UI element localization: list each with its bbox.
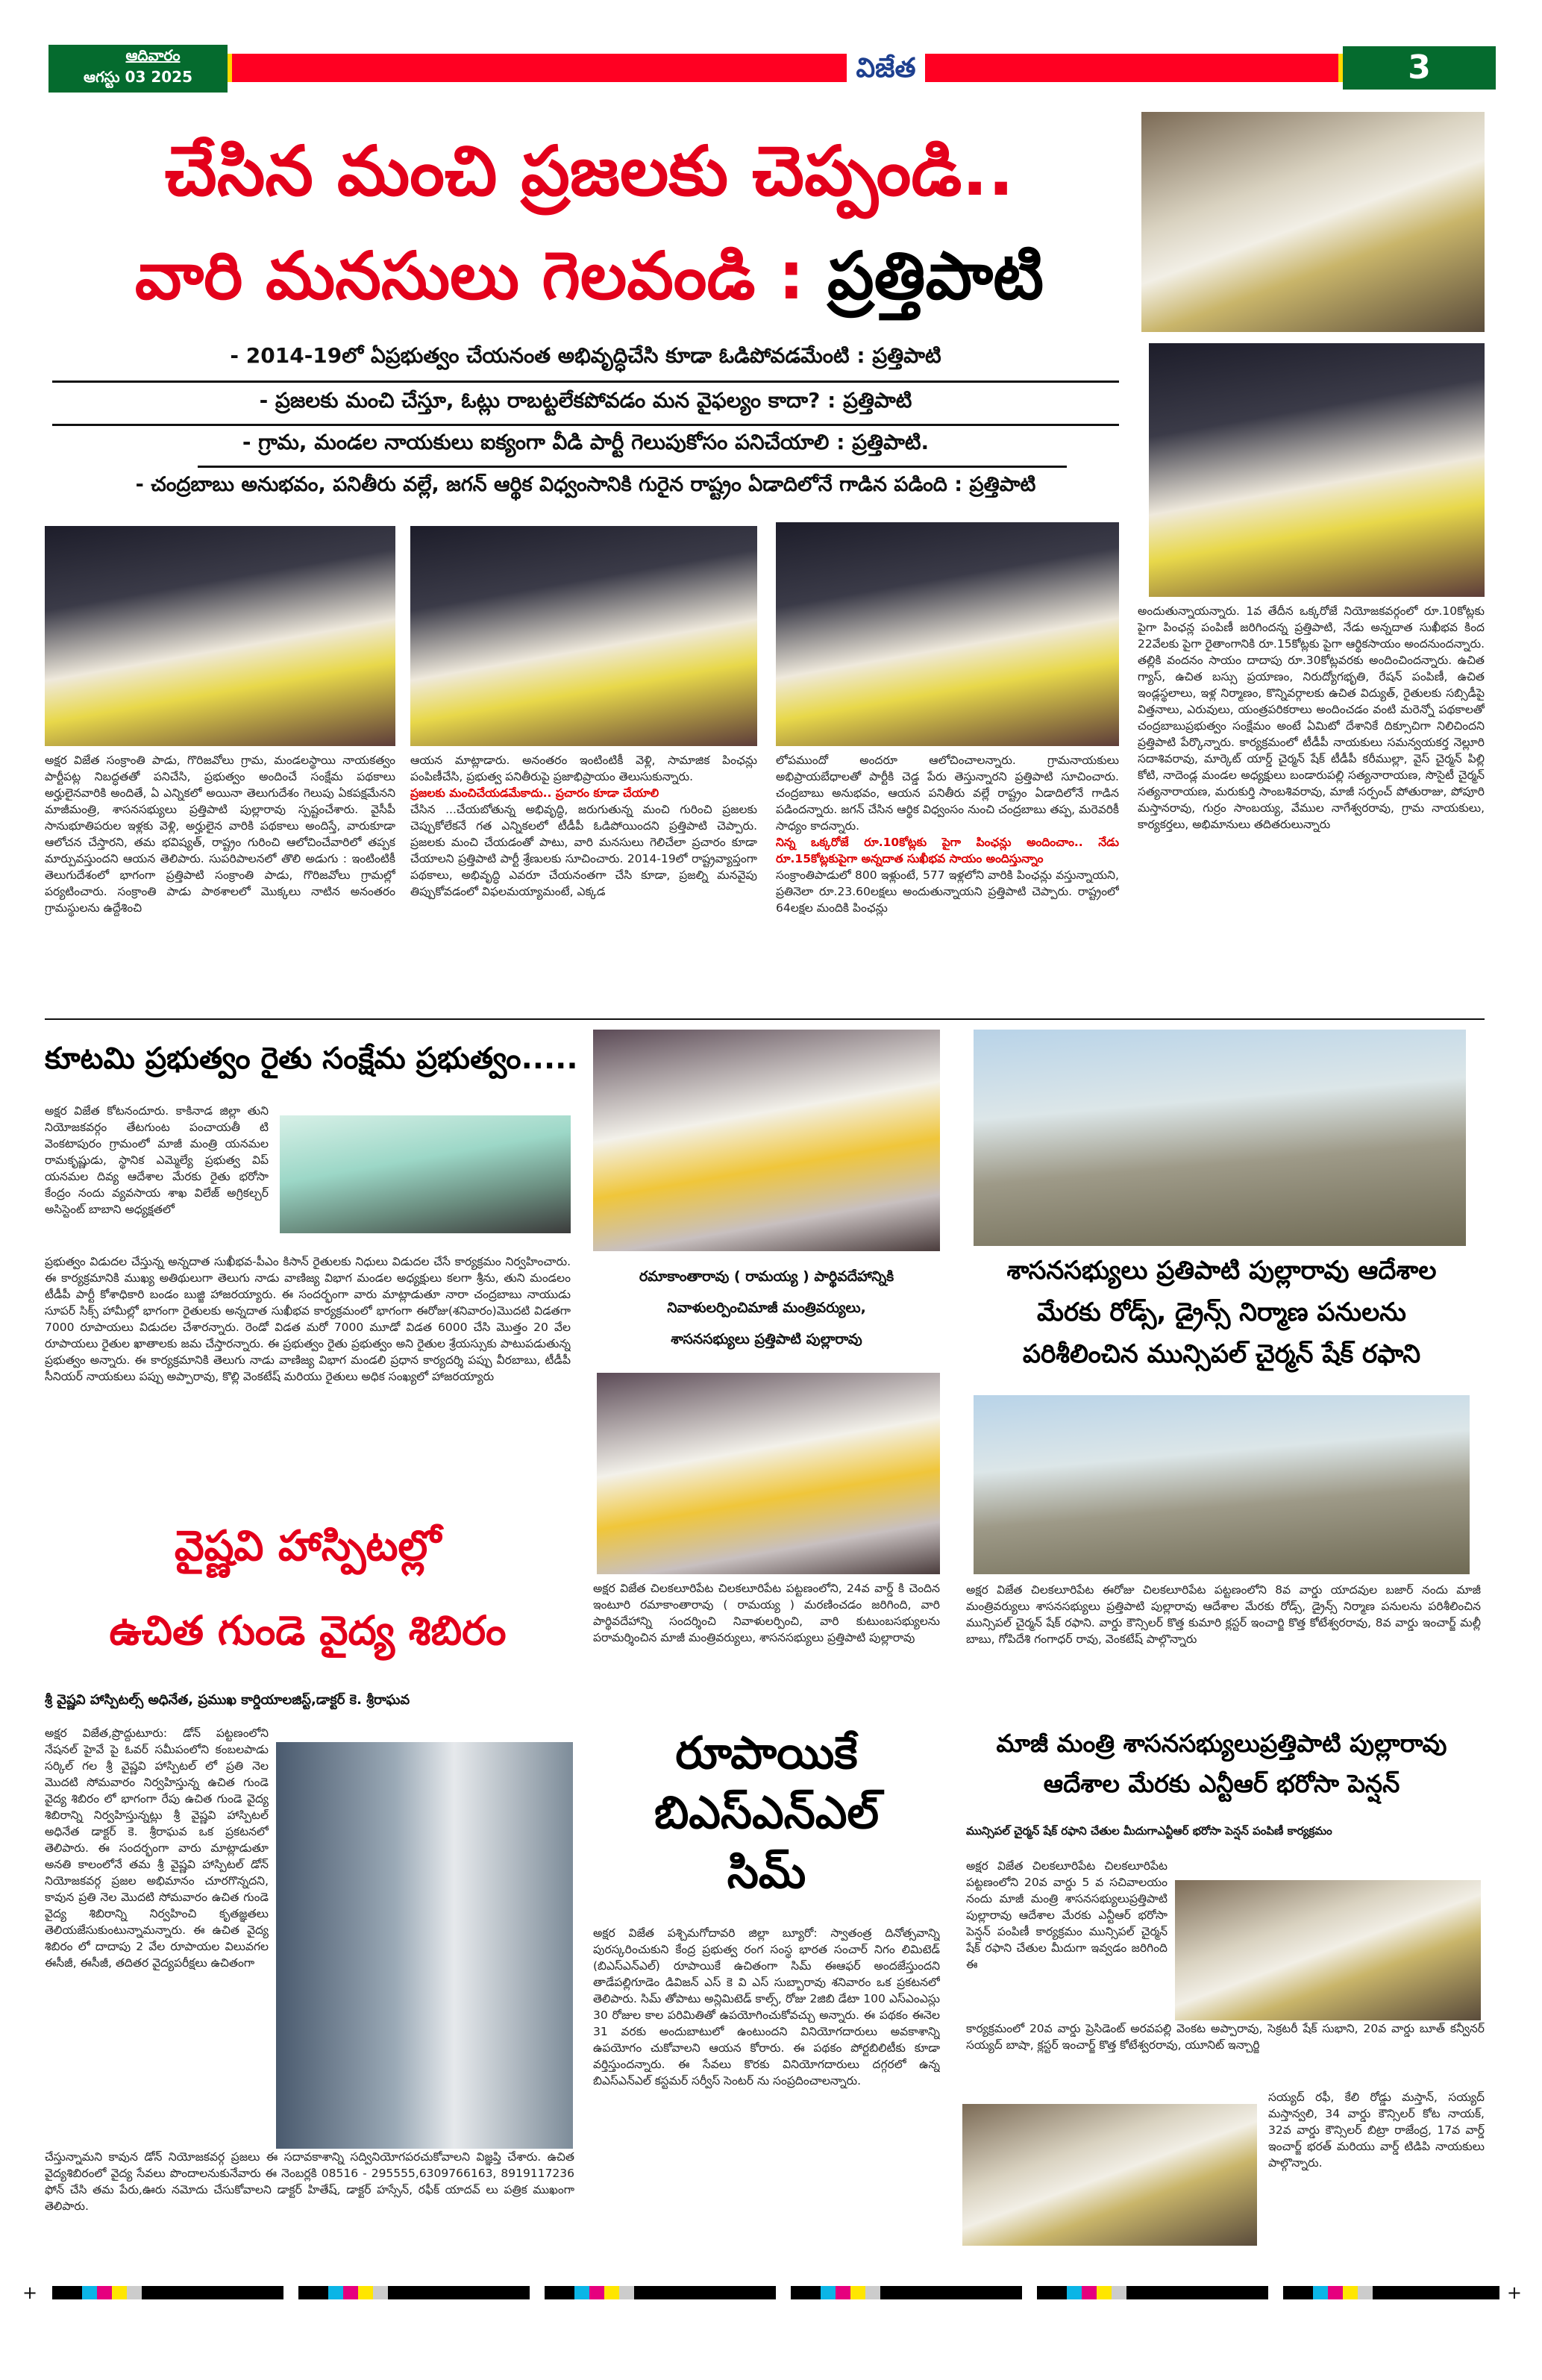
hospital-headline-line1: వైష్ణవి హాస్పిటల్లో <box>174 1522 442 1571</box>
photo-villagers-meeting <box>410 526 757 746</box>
pension-subline: మున్సిపల్ చైర్మన్ షేక్ రఫాని చేతుల మీదుగాఎన్టీఆర్ భరోసా పెన్షన్ పంపిణీ కార్యక్రమం <box>966 1824 1332 1838</box>
newspaper-logo: విజేత <box>856 53 916 84</box>
lead-headline-line1: చేసిన మంచి ప్రజలకు చెప్పండి.. <box>164 131 1015 211</box>
photo-drain-inspection <box>974 1395 1470 1574</box>
bsnl-text: అక్షర విజేత పశ్చిమగోదావరి జిల్లా బ్యూరో: స్వాతంత్ర దినోత్సవాన్ని పురస్కరించుకుని కేంద్ర ప్రభుత్వ రంగ సంస్థ భారత సంచార్ నిగం లిమిటెడ్ (బిఎస్ఎన్ఎల్) రూపాయికే ఉచితంగా సిమ్ ఈఆఫర్ అందజేస్తుందని తాడేపల్లిగూడెం డివిజన్ ఎస్ కె వి ఎస్ సుబ్బారావు శనివారం ఒక ప్రకటనలో తెలిపారు. సిమ్ తోపాటు అన్లిమిటెడ్ కాల్స్, రోజు 2జిబి డేటా 100 ఎస్ఎంఎస్లు 30 రోజుల కాల పరిమితితో ఉపయోగించుకోవచ్చు అన్నారు. ఈ పథకం ఈనెల 31 వరకు అందుబాటులో ఉంటుందని వినియోగదారులు అవకాశాన్ని ఉపయోగం చుకోవాలని ఆయన కోరారు. ఈ పథకం పోర్టబిలిటీకు కూడా వర్తిస్తుందన్నారు. ఈ సేవలు కొరకు వినియోగదారులు దగ్గరలో ఉన్న బిఎస్ఎన్ఎల్ కస్టమర్ సర్వీస్ సెంటర్ ను సంప్రదించాలన్నారు. <box>593 1926 940 2088</box>
lead-headline-line2: వారి మనసులు గెలవండి : ప్రత్తిపాటి <box>134 237 1044 314</box>
lead-subheading: నిన్న ఒక్కరోజే రూ.10కోట్లకు పైగా పింఛన్లు అందించాం.. నేడు రూ.15కోట్లకుపైగా అన్నదాత సుఖీభవ సాయం అందిస్తున్నాం <box>776 836 1119 865</box>
farmer-headline: కూటమి ప్రభుత్వం రైతు సంక్షేమ ప్రభుత్వం..... <box>45 1042 578 1076</box>
photo-crowd-gathering <box>776 522 1119 746</box>
lead-column-4: అందుతున్నాయన్నారు. 1వ తేదీన ఒక్కరోజే నియోజకవర్గంలో రూ.10కోట్లకు పైగా పింఛన్ల పంపిణీ జరిగిందన్న ప్రత్తిపాటి, నేడు అన్నదాత సుఖీభవ కింద 22వేలకు పైగా రైతాంగానికి రూ.15కోట్లకు పైగా ఆర్థికసాయం అందనుందన్నారు. తల్లికి వందనం సాయం దాదాపు రూ.30కోట్లవరకు అందించిందన్నారు. ఉచిత గ్యాస్, ఉచిత బస్సు ప్రయాణం, నిరుద్యోగభృతి, రేషన్ పంపిణీ, ఉచిత ఇండ్లస్థలాలు, ఇళ్ల నిర్మాణం, కొన్నివర్గాలకు ఉచిత విద్యుత్, రైతులకు సబ్సిడీపై విత్తనాలు, ఎరువులు, యంత్రపరికరాలు అందించడం వంటి మరెన్నో పథకాలతో చంద్రబాబుప్రభుత్వం సంక్షేమం అంటే ఏమిటో దేశానికే దిక్సూచిగా నిలిచిందని ప్రత్తిపాటి పేర్కొన్నారు. కార్యక్రమంలో టీడీపీ నాయకులు సమన్వయకర్త నెల్లూరి సదాశివరావు, మార్కెట్ యార్డ్ చైర్మన్ షేక్ టీడీపీ కరీముల్లా, వైస్ చైర్మన్ పిల్లి కోటి, నాదెండ్ల మండల అధ్యక్షులు బండారుపల్లి సత్యనారాయణ, సొసైటీ చైర్మన్ సత్యనారాయణ, మరుకుర్తి సాంబశివరావు, మాజీ సర్పంచ్ పోతురాజు, పోపూరి మస్తానరావు, గుర్రం సాంబయ్య, వేముల నాగేశ్వరరావు, గ్రామ నాయకులు, కార్యకర్తలు, అభిమానులు తదితరులున్నారు <box>1138 604 1485 831</box>
print-registration-bar: + + <box>22 2282 1522 2303</box>
photo-planting-sapling <box>1149 343 1485 597</box>
pension-headline: మాజీ మంత్రి శాసనసభ్యులుప్రత్తిపాటి పుల్లారావు ఆదేశాల మేరకు ఎన్టీఆర్ భరోసా పెన్షన్ <box>996 1729 1447 1798</box>
roads-headline: శాసనసభ్యులు ప్రతిపాటి పుల్లారావు ఆదేశాల మేరకు రోడ్స్, డ్రైన్స్ నిర్మాణ పనులను పరిశీలించిన మున్సిపల్ చైర్మన్ షేక్ రఫాని <box>1006 1256 1437 1369</box>
lead-column-2: ఆయన మాట్లాడారు. అనంతరం ఇంటింటికీ వెళ్లి, సామాజిక పింఛన్లు పంపిణీచేసి, ప్రభుత్వ పనితీరుపై ప్రజాభిప్రాయం తెలుసుకున్నారు. ప్రజలకు మంచిచేయడమేకాదు.. ప్రచారం కూడా చేయాలి చేసిన ...చేయబోతున్న అభివృద్ధి, జరుగుతున్న మంచి గురించి ప్రజలకు చెప్పుకోలేకనే గత ఎన్నికలలో టీడీపీ ఓడిపోయిందని ప్రత్తిపాటి చెప్పారు. ప్రజలకు మంచి చేయడంతో పాటు, వారి మనసులు గెలిచేలా ప్రచారం కూడా చేయాలని ప్రత్తిపాటి పార్టీ శ్రేణులకు సూచించారు. 2014-19లో రాష్ట్రవ్యాప్తంగా పథకాలు, అభివృద్ధి ఎవరూ చేయనంతగా చేసి కూడా, ప్రజల్ని మనవైపు తిప్పుకోవడంలో విఫలమయ్యామంటే, ఎక్కడ <box>410 754 757 898</box>
date-box <box>48 45 228 93</box>
lead-subhead-1: - 2014-19లో ఏప్రభుత్వం చేయనంత అభివృద్ధిచేసి కూడా ఓడిపోవడమేంటి : ప్రత్తిపాటి <box>230 343 941 368</box>
photo-pension-leaflets <box>45 526 395 746</box>
hospital-byline: శ్రీ వైష్ణవి హాస్పిటల్స్ అధినేత, ప్రముఖ కార్డియాలజిస్ట్,డాక్టర్ కె. శ్రీరాఘవ <box>45 1692 410 1708</box>
lead-column-3: లోపముందో అందరూ ఆలోచించాలన్నారు. గ్రామనాయకులు అభిప్రాయబేధాలతో పార్టీకి చెడ్డ పేరు తెస్తున్నారని ప్రత్తిపాటి సూచించారు. చంద్రబాబు అనుభవం, ఆయన పనితీరు వల్లే రాష్ట్రం ఏడాదిలోనే గాడిన పడిందన్నారు. జగన్ చేసిన ఆర్థిక విధ్వంసం నుంచి చంద్రబాబు తప్ప, మరెవరికీ సాధ్యం కాదన్నారు. నిన్న ఒక్కరోజే రూ.10కోట్లకు పైగా పింఛన్లు అందించాం.. నేడు రూ.15కోట్లకుపైగా అన్నదాత సుఖీభవ సాయం అందిస్తున్నాం సంక్రాంతిపాడులో 800 ఇళ్లుంటే, 577 ఇళ్లలోని వారికి పింఛన్లు వస్తున్నాయని, ప్రతినెలా రూ.23.60లక్షలు అందుతున్నాయని ప్రత్తిపాటి చెప్పారు. రాష్ట్రంలో 64లక్షల మందికి పింఛన్లు <box>776 754 1119 915</box>
section-divider <box>45 1018 1485 1020</box>
hospital-text-bottom: చేస్తున్నామని కావున డోన్ నియోజకవర్గ ప్రజలు ఈ సదావకాశాన్ని సద్వినియోగపరచుకోవాలని విజ్ఞప్తి చేశారు. ఉచిత వైద్యశిబిరంలో వైద్య సేవలు పొందాలనుకునేవారు ఈ నెంబర్లకి 08516 - 295555,6309766163, 8919117236 ఫోన్ చేసి తమ పేరు,ఊరు నమోదు చేసుకోవాలని డాక్టర్ హితేష్, డాక్టర్ హస్సేన్, రఫీక్ యాదవ్ లు పత్రిక ముఖంగా తెలిపారు. <box>45 2150 574 2213</box>
pension-text-top: అక్షర విజేత చిలకలూరిపేట చిలకలూరిపేట పట్టణంలోని 20వ వార్డు 5 వ సచివాలయం నందు మాజీ మంత్రి శాసనసభ్యులుప్రత్తిపాటి పుల్లారావు ఆదేశాల మేరకు ఎన్టీఆర్ భరోసా పెన్షన్ పంపిణీ కార్యక్రమం మున్సిపల్ చైర్మన్ షేక్ రఫాని చేతుల మీదుగా ఇవ్వడం జరిగింది ఈ <box>966 1859 1168 1971</box>
photo-condolence-2 <box>597 1373 940 1574</box>
condolence-text: అక్షర విజేత చిలకలూరిపేట చిలకలూరిపేట పట్టణంలోని, 24వ వార్డ్ కి చెందిన ఇంటూరి రమాకాంతారావు ( రామయ్య ) మరణించడం జరిగింది, వారి పార్థివదేహాన్ని సందర్శించి నివాళులర్పించి, వారి కుటుంబసభ్యులను పరామర్శించిన మాజీ మంత్రివర్యులు, శాసనసభ్యులు ప్రత్తిపాటి పుల్లారావు <box>593 1582 940 1644</box>
farmer-text-bottom: ప్రభుత్వం విడుదల చేస్తున్న అన్నదాత సుఖీభవ-పీఎం కిసాన్ రైతులకు నిధులు విడుదల చేసే కార్యక్రమం నిర్వహించారు. ఈ కార్యక్రమానికి ముఖ్య అతిథులుగా తెలుగు నాడు వాణిజ్య విభాగ మండల అధ్యక్షులు కలగా శ్రీను, తుని మండలం టీడీపీ పార్టీ కోశాధికారి బండం బుజ్జి హాజరయ్యారు. ఈ సందర్భంగా వారు మాట్లాడుతూ నారా చంద్రబాబు నాయుడు సూపర్ సిక్స్ హామీల్లో భాగంగా రైతులకు అన్నదాత సుఖీభవ కార్యక్రమంలో భాగంగా ఈరోజు(శనివారం)మొదటి విడతగా 7000 రూపాయలు విడుదల చేశారన్నారు. రెండో విడత మరో 7000 మూడో విడత 6000 చేసి మొత్తం 20 వేల రూపాయలు రైతుల ఖాతాలకు జమ చేస్తారన్నారు. ఈ ప్రభుత్వం రైతు ప్రభుత్వం అని రైతుల శ్రేయస్సుకు పాటుపడుతున్న ప్రభుత్వం అన్నారు. ఈ కార్యక్రమానికి తెలుగు నాడు వాణిజ్య విభాగ మండలి ప్రధాన కార్యదర్శి పప్పు వీరబాబు, టీడీపీ సీనియర్ నాయకులు పప్పు అప్పారావు, కొల్లి వెంకటేష్ మరియు రైతులు అధిక సంఖ్యలో హాజరయ్యారు <box>45 1255 571 1383</box>
photo-pension-distribution-1 <box>1175 1880 1481 2020</box>
lead-subhead-4: - చంద్రబాబు అనుభవం, పనితీరు వల్లే, జగన్ ఆర్థిక విధ్వంసానికి గురైన రాష్ట్రం ఏడాదిలోనే గాడిన పడింది : ప్రత్తిపాటి <box>135 473 1036 496</box>
hospital-headline-line2: ఉచిత గుండె వైద్య శిబిరం <box>109 1607 507 1654</box>
lead-subhead-3: - గ్రామ, మండల నాయకులు ఐక్యంగా వీడి పార్టీ గెలుపుకోసం పనిచేయాలి : ప్రత్తిపాటి. <box>242 430 930 454</box>
pension-text-bottom: సయ్యద్ రఫీ, కేలి రోడ్డు మస్తాన్, సయ్యద్ మస్తాన్వలి, 34 వార్డు కౌన్సిలర్ కోట నాయక్, 32వ వార్డు కౌన్సిలర్ బిట్రా రాజేంద్ర, 17వ వార్డ్ ఇంచార్జ్ భరత్ మరియు వార్డ్ టిడిపి నాయకులు పాల్గొన్నారు. <box>1268 2091 1485 2170</box>
divider <box>52 424 1119 426</box>
lead-subhead-2: - ప్రజలకు మంచి చేస్తూ, ఓట్లు రాబట్టలేకపోవడం మన వైఫల్యం కాదా? : ప్రత్తిపాటి <box>259 388 912 413</box>
photo-farmers-center <box>280 1115 571 1233</box>
pension-text-mid: కార్యక్రమంలో 20వ వార్డు ప్రెసిడెంట్ అరవపల్లి వెంకట అప్పారావు, సెక్రటరీ షేక్ సుభాని, 20వ వార్డు బూత్ కన్వీనర్ సయ్యద్ బాషా, క్లస్టర్ ఇంచార్జ్ కొత్త కోటేశ్వరరావు, యూనిట్ ఇన్చార్జి <box>966 2022 1485 2052</box>
page-number: 3 <box>1343 46 1496 90</box>
photo-pension-distribution-2 <box>962 2104 1257 2246</box>
photo-hospital-building <box>276 1742 573 2149</box>
photo-condolence-1 <box>593 1030 940 1251</box>
divider <box>52 381 1119 383</box>
farmer-text-top: అక్షర విజేత కోటనందూరు. కాకినాడ జిల్లా తుని నియోజకవర్గం తేటగుంట పంచాయతీ టి వెంకటాపురం గ్రామంలో మాజీ మంత్రి యనమల రామకృష్ణుడు, స్థానిక ఎమ్మెల్యే ప్రభుత్వ విప్ యనమల దివ్య ఆదేశాల మేరకు రైతు భరోసా కేంద్రం నందు వ్యవసాయ శాఖ విలేజ్ అగ్రికల్చర్ అసిస్టెంట్ బాబాని అధ్యక్షతలో <box>45 1104 269 1216</box>
photo-leader-greeting <box>1141 112 1485 332</box>
masthead <box>0 0 1542 104</box>
bsnl-headline: రూపాయికే బిఎస్ఎన్ఎల్ సిమ్ <box>654 1727 880 1899</box>
red-band-right <box>925 54 1343 82</box>
lead-column-1: అక్షర విజేత సంక్రాంతి పాడు, గొరిజవోలు గ్రామ, మండలస్థాయి నాయకత్వం పార్టీపట్ల నిబద్ధతతో పనిచేసి, ప్రభుత్వం అందించే సంక్షేమ పథకాలు అర్హులైనవారికి అందితే, ఏ ఎన్నికలో అయినా తెలుగుదేశం గెలుపు ఏకపక్షమేనని మాజీమంత్రి, శాసనసభ్యులు ప్రత్తిపాటి పుల్లారావు స్పష్టంచేశారు. వైసీపీ సానుభూతిపరుల ఇళ్లకు వెళ్లి, అర్హులైన వారికి పథకాలు అందిస్తే, వారుకూడా ఆలోచన చేస్తారని, తమ భవిష్యత్, రాష్ట్రం గురించి ఆలోచించేవారిలో తప్పక మార్పువస్తుందని ఆయన తెలిపారు. సుపరిపాలనలో తొలి అడుగు : ఇంటింటికీ తెలుగుదేశంలో భాగంగా ప్రత్తిపాటి సంక్రాంతి పాడు, గొరిజవోలు గ్రామల్లో పర్యటించారు. సంక్రాంతి పాడు పాఠశాలలో మొక్కలు నాటిన అనంతరం గ్రామస్థులను ఉద్దేశించి <box>45 754 395 915</box>
red-band-left <box>228 54 847 82</box>
roads-text: అక్షర విజేత చిలకలూరిపేట ఈరోజు చిలకలూరిపేట పట్టణంలోని 8వ వార్డు యాదవుల బజార్ నందు మాజీ మంత్రివర్యులు శాసనసభ్యులు ప్రత్తిపాటి పుల్లారావు ఆదేశాల మేరకు రోడ్స్, డ్రైన్స్ నిర్మాణ పనులను పరిశీలించిన మున్సిపల్ చైర్మన్ షేక్ రఫాని. వార్డు కౌన్సిలర్ కొత్త కుమారి క్లస్టర్ ఇంచార్జి కొత్త కోటేశ్వరరావు, 8వ వార్డు ఇంచార్జ్ మల్లీ బాబు, గోపిదేశి గంగాధర్ రావు, వెంకటేష్ పాల్గొన్నారు <box>966 1583 1481 1646</box>
lead-subheading: ప్రజలకు మంచిచేయడమేకాదు.. ప్రచారం కూడా చేయాలి <box>410 786 659 800</box>
date: ఆగస్టు 03 2025 <box>83 68 192 86</box>
divider <box>198 466 1067 468</box>
condolence-caption: రమాకాంతారావు ( రామయ్య ) పార్థివదేహాన్నికి నివాళులర్పించిమాజీ మంత్రివర్యులు, శాసనసభ్యులు ప్రత్తిపాటి పుల్లారావు <box>639 1268 894 1347</box>
hospital-text-top: అక్షర విజేత,ప్రొద్దుటూరు: డోన్ పట్టణంలోని నేషనల్ హైవే పై ఓవర్ సమీపంలోని కంబలపాడు సర్కిల్ గల శ్రీ వైష్ణవి హాస్పిటల్ లో ప్రతి నెల మొదటి సోమవారం నిర్వహిస్తున్న ఉచిత గుండె వైద్య శిబిరం లో భాగంగా రేపు ఉచిత గుండె వైద్య శిబిరాన్ని నిర్వహిస్తున్నట్లు శ్రీ వైష్ణవి హాస్పిటల్ అధినేత డాక్టర్ కె. శ్రీరాఘవ ఒక ప్రకటనలో తెలిపారు. ఈ సందర్భంగా వారు మాట్లాడుతూ అనతి కాలంలోనే తమ శ్రీ వైష్ణవి హాస్పిటల్ డోన్ నియోజకవర్గ ప్రజల అభిమానం చూరగొన్నదని, కావున ప్రతి నెల మొదటి సోమవారం ఉచిత గుండె వైద్య శిబిరాన్ని నిర్వహించి కృతజ్ఞతలు తెలియజేసుకుంటున్నామన్నారు. ఈ ఉచిత వైద్య శిబిరం లో దాదాపు 2 వేల రూపాయల విలువగల ఈసీజీ, ఈసీజీ, తదితర వైద్యపరీక్షలు ఉచితంగా <box>45 1726 269 1970</box>
photo-road-excavation <box>974 1030 1466 1246</box>
lead-headline-name: ప్రత్తిపాటి <box>827 237 1044 314</box>
day: ఆదివారం <box>125 46 181 64</box>
